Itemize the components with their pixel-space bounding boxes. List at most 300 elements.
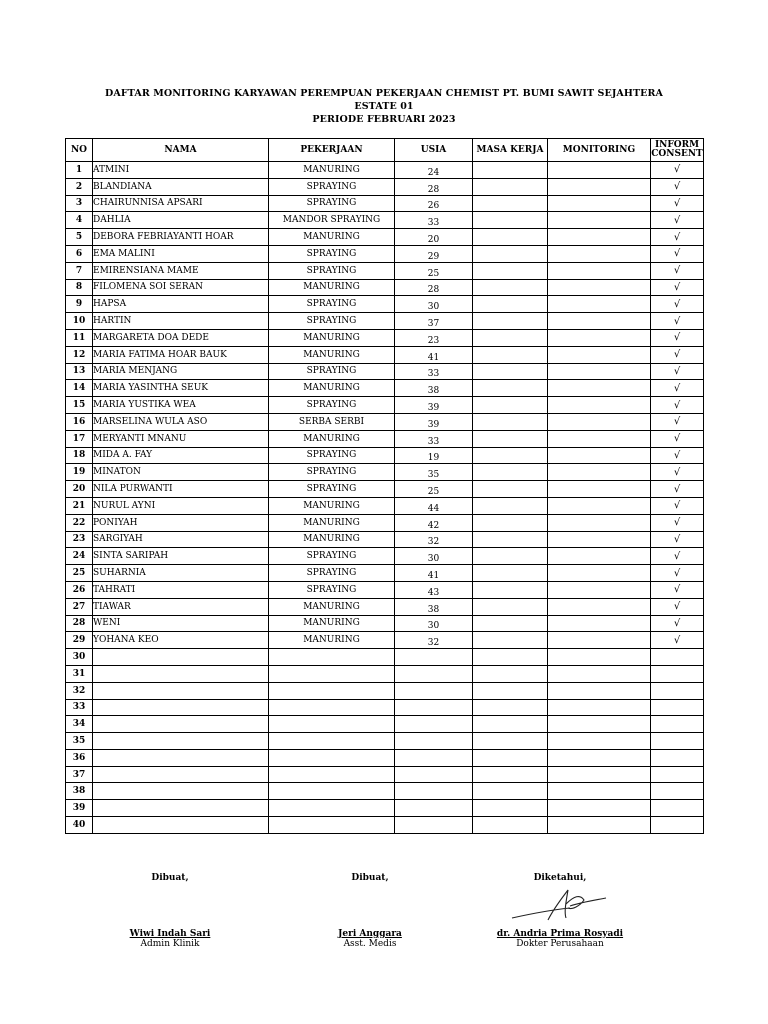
row-no: 4: [66, 212, 93, 229]
row-usia: 38: [395, 380, 473, 397]
table-row: [66, 615, 704, 632]
row-no: 20: [66, 481, 93, 498]
col-header-usia: USIA: [395, 139, 473, 162]
table-row: [66, 296, 704, 313]
row-masa-kerja: [473, 262, 548, 279]
row-inform-consent: √: [651, 481, 704, 498]
row-nama: [93, 649, 269, 666]
row-nama: [93, 817, 269, 834]
row-nama: YOHANA KEO: [93, 632, 269, 649]
row-masa-kerja: [473, 766, 548, 783]
row-inform-consent: √: [651, 447, 704, 464]
row-usia: 25: [395, 262, 473, 279]
row-inform-consent: √: [651, 279, 704, 296]
signature-label: Dibuat,: [151, 873, 189, 883]
table-row: [66, 733, 704, 750]
row-monitoring: [548, 514, 651, 531]
signature-block-dokter: [510, 873, 610, 883]
row-inform-consent: √: [651, 497, 704, 514]
row-pekerjaan: MANURING: [269, 598, 395, 615]
row-no: 40: [66, 817, 93, 834]
col-header-inform-consent: [651, 139, 704, 162]
row-monitoring: [548, 699, 651, 716]
row-nama: MINATON: [93, 464, 269, 481]
table-row: [66, 363, 704, 380]
table-row: [66, 279, 704, 296]
signatory-name: Jeri Anggara: [338, 929, 402, 939]
row-no: 15: [66, 397, 93, 414]
row-no: 11: [66, 329, 93, 346]
row-masa-kerja: [473, 581, 548, 598]
table-row: [66, 632, 704, 649]
row-monitoring: [548, 716, 651, 733]
row-pekerjaan: MANURING: [269, 531, 395, 548]
row-no: 39: [66, 800, 93, 817]
row-monitoring: [548, 497, 651, 514]
row-masa-kerja: [473, 178, 548, 195]
row-usia: 23: [395, 329, 473, 346]
row-masa-kerja: [473, 413, 548, 430]
row-pekerjaan: [269, 716, 395, 733]
row-pekerjaan: MANURING: [269, 497, 395, 514]
row-masa-kerja: [473, 598, 548, 615]
row-usia: 32: [395, 632, 473, 649]
row-masa-kerja: [473, 632, 548, 649]
row-pekerjaan: SPRAYING: [269, 262, 395, 279]
row-monitoring: [548, 531, 651, 548]
table-row: [66, 464, 704, 481]
row-pekerjaan: [269, 783, 395, 800]
row-inform-consent: √: [651, 329, 704, 346]
row-pekerjaan: [269, 817, 395, 834]
table-row: [66, 380, 704, 397]
row-inform-consent: √: [651, 162, 704, 179]
row-monitoring: [548, 413, 651, 430]
table-row: [66, 329, 704, 346]
row-pekerjaan: [269, 800, 395, 817]
table-row: [66, 749, 704, 766]
row-usia: [395, 733, 473, 750]
row-inform-consent: [651, 817, 704, 834]
row-no: 25: [66, 565, 93, 582]
table-row: [66, 262, 704, 279]
row-masa-kerja: [473, 783, 548, 800]
row-masa-kerja: [473, 615, 548, 632]
row-monitoring: [548, 313, 651, 330]
row-nama: ATMINI: [93, 162, 269, 179]
row-nama: SARGIYAH: [93, 531, 269, 548]
row-usia: 28: [395, 178, 473, 195]
row-inform-consent: [651, 699, 704, 716]
signature-name-block-dokter: [490, 929, 630, 949]
row-inform-consent: √: [651, 296, 704, 313]
row-monitoring: [548, 363, 651, 380]
signature-name-block-asst-medis: [310, 929, 430, 949]
row-inform-consent: [651, 749, 704, 766]
row-no: 26: [66, 581, 93, 598]
row-pekerjaan: MANDOR SPRAYING: [269, 212, 395, 229]
row-monitoring: [548, 329, 651, 346]
row-pekerjaan: SPRAYING: [269, 313, 395, 330]
row-masa-kerja: [473, 497, 548, 514]
signature-block-asst-medis: [320, 873, 420, 883]
row-usia: 42: [395, 514, 473, 531]
row-masa-kerja: [473, 514, 548, 531]
row-no: 8: [66, 279, 93, 296]
row-masa-kerja: [473, 195, 548, 212]
row-usia: [395, 665, 473, 682]
table-row: [66, 598, 704, 615]
row-pekerjaan: [269, 766, 395, 783]
document-period: PERIODE FEBRUARI 2023: [312, 114, 456, 125]
handwritten-signature: [510, 884, 610, 926]
row-no: 18: [66, 447, 93, 464]
row-usia: 28: [395, 279, 473, 296]
row-usia: 24: [395, 162, 473, 179]
row-no: 13: [66, 363, 93, 380]
row-usia: 32: [395, 531, 473, 548]
table-row: [66, 682, 704, 699]
row-pekerjaan: SPRAYING: [269, 548, 395, 565]
row-masa-kerja: [473, 531, 548, 548]
row-monitoring: [548, 464, 651, 481]
table-row: [66, 699, 704, 716]
row-masa-kerja: [473, 817, 548, 834]
row-monitoring: [548, 279, 651, 296]
row-pekerjaan: SPRAYING: [269, 581, 395, 598]
row-usia: 30: [395, 615, 473, 632]
row-pekerjaan: SPRAYING: [269, 565, 395, 582]
row-monitoring: [548, 649, 651, 666]
row-nama: MARIA YUSTIKA WEA: [93, 397, 269, 414]
row-nama: MARIA FATIMA HOAR BAUK: [93, 346, 269, 363]
row-masa-kerja: [473, 229, 548, 246]
row-no: 19: [66, 464, 93, 481]
table-row: [66, 514, 704, 531]
row-inform-consent: √: [651, 245, 704, 262]
row-pekerjaan: SPRAYING: [269, 296, 395, 313]
row-nama: [93, 699, 269, 716]
row-monitoring: [548, 245, 651, 262]
row-masa-kerja: [473, 548, 548, 565]
row-monitoring: [548, 766, 651, 783]
row-masa-kerja: [473, 565, 548, 582]
row-usia: 41: [395, 565, 473, 582]
row-no: 14: [66, 380, 93, 397]
row-inform-consent: √: [651, 615, 704, 632]
row-nama: [93, 733, 269, 750]
row-masa-kerja: [473, 329, 548, 346]
row-nama: MARGARETA DOA DEDE: [93, 329, 269, 346]
document-title: DAFTAR MONITORING KARYAWAN PEREMPUAN PEKERJAAN CHEMIST PT. BUMI SAWIT SEJAHTERA: [105, 88, 663, 99]
row-no: 21: [66, 497, 93, 514]
table-row: [66, 245, 704, 262]
row-masa-kerja: [473, 279, 548, 296]
row-masa-kerja: [473, 733, 548, 750]
row-no: 24: [66, 548, 93, 565]
row-usia: 35: [395, 464, 473, 481]
table-row: [66, 581, 704, 598]
row-pekerjaan: MANURING: [269, 329, 395, 346]
row-no: 3: [66, 195, 93, 212]
table-row: [66, 178, 704, 195]
signatory-role: Admin Klinik: [140, 939, 200, 949]
row-pekerjaan: SPRAYING: [269, 397, 395, 414]
table-row: [66, 716, 704, 733]
row-usia: 39: [395, 413, 473, 430]
row-monitoring: [548, 800, 651, 817]
row-pekerjaan: SPRAYING: [269, 447, 395, 464]
row-nama: HAPSA: [93, 296, 269, 313]
signatory-name: dr. Andria Prima Rosyadi: [496, 929, 624, 939]
document-estate: ESTATE 01: [354, 101, 414, 112]
table-row: [66, 783, 704, 800]
row-usia: 33: [395, 212, 473, 229]
row-nama: DEBORA FEBRIAYANTI HOAR: [93, 229, 269, 246]
row-inform-consent: √: [651, 413, 704, 430]
signature-name-block-admin: [110, 929, 230, 949]
row-nama: WENI: [93, 615, 269, 632]
table-row: [66, 212, 704, 229]
row-nama: BLANDIANA: [93, 178, 269, 195]
col-header-no: NO: [66, 139, 93, 162]
row-pekerjaan: [269, 682, 395, 699]
row-usia: [395, 817, 473, 834]
row-monitoring: [548, 212, 651, 229]
row-pekerjaan: SERBA SERBI: [269, 413, 395, 430]
row-monitoring: [548, 615, 651, 632]
row-masa-kerja: [473, 665, 548, 682]
row-no: 31: [66, 665, 93, 682]
row-usia: [395, 783, 473, 800]
row-masa-kerja: [473, 346, 548, 363]
row-nama: MARSELINA WULA ASO: [93, 413, 269, 430]
row-usia: 39: [395, 397, 473, 414]
row-monitoring: [548, 733, 651, 750]
row-inform-consent: √: [651, 464, 704, 481]
row-nama: FILOMENA SOI SERAN: [93, 279, 269, 296]
row-inform-consent: √: [651, 531, 704, 548]
row-inform-consent: √: [651, 363, 704, 380]
row-no: 28: [66, 615, 93, 632]
row-no: 37: [66, 766, 93, 783]
row-usia: 29: [395, 245, 473, 262]
row-nama: TAHRATI: [93, 581, 269, 598]
row-inform-consent: [651, 766, 704, 783]
row-usia: 19: [395, 447, 473, 464]
table-row: [66, 413, 704, 430]
row-masa-kerja: [473, 296, 548, 313]
row-pekerjaan: MANURING: [269, 430, 395, 447]
row-monitoring: [548, 682, 651, 699]
row-no: 22: [66, 514, 93, 531]
row-inform-consent: √: [651, 195, 704, 212]
row-inform-consent: √: [651, 397, 704, 414]
row-nama: MIDA A. FAY: [93, 447, 269, 464]
row-monitoring: [548, 380, 651, 397]
row-pekerjaan: [269, 649, 395, 666]
row-nama: MERYANTI MNANU: [93, 430, 269, 447]
row-usia: 37: [395, 313, 473, 330]
signatory-role: Asst. Medis: [343, 939, 397, 949]
row-pekerjaan: MANURING: [269, 514, 395, 531]
row-nama: DAHLIA: [93, 212, 269, 229]
row-no: 16: [66, 413, 93, 430]
row-monitoring: [548, 178, 651, 195]
row-inform-consent: [651, 682, 704, 699]
row-monitoring: [548, 346, 651, 363]
row-monitoring: [548, 548, 651, 565]
row-usia: 20: [395, 229, 473, 246]
row-no: 33: [66, 699, 93, 716]
row-no: 9: [66, 296, 93, 313]
table-row: [66, 766, 704, 783]
row-masa-kerja: [473, 447, 548, 464]
row-no: 2: [66, 178, 93, 195]
row-nama: MARIA MENJANG: [93, 363, 269, 380]
table-row: [66, 800, 704, 817]
row-monitoring: [548, 632, 651, 649]
row-nama: [93, 682, 269, 699]
row-inform-consent: √: [651, 514, 704, 531]
row-usia: [395, 749, 473, 766]
row-no: 17: [66, 430, 93, 447]
row-inform-consent: √: [651, 581, 704, 598]
row-pekerjaan: MANURING: [269, 615, 395, 632]
table-row: [66, 497, 704, 514]
row-masa-kerja: [473, 682, 548, 699]
row-masa-kerja: [473, 245, 548, 262]
row-pekerjaan: SPRAYING: [269, 195, 395, 212]
row-monitoring: [548, 447, 651, 464]
col-header-monitoring: MONITORING: [548, 139, 651, 162]
row-nama: SUHARNIA: [93, 565, 269, 582]
row-inform-consent: [651, 649, 704, 666]
row-pekerjaan: MANURING: [269, 229, 395, 246]
row-masa-kerja: [473, 430, 548, 447]
row-masa-kerja: [473, 699, 548, 716]
table-row: [66, 665, 704, 682]
row-inform-consent: √: [651, 229, 704, 246]
row-usia: [395, 716, 473, 733]
row-inform-consent: √: [651, 380, 704, 397]
row-pekerjaan: SPRAYING: [269, 464, 395, 481]
row-usia: 30: [395, 548, 473, 565]
row-pekerjaan: SPRAYING: [269, 481, 395, 498]
row-masa-kerja: [473, 212, 548, 229]
table-row: [66, 817, 704, 834]
row-usia: 33: [395, 363, 473, 380]
row-nama: [93, 766, 269, 783]
row-monitoring: [548, 783, 651, 800]
row-no: 23: [66, 531, 93, 548]
row-nama: CHAIRUNNISA APSARI: [93, 195, 269, 212]
row-masa-kerja: [473, 313, 548, 330]
row-nama: SINTA SARIPAH: [93, 548, 269, 565]
row-inform-consent: √: [651, 565, 704, 582]
row-pekerjaan: MANURING: [269, 632, 395, 649]
row-pekerjaan: MANURING: [269, 279, 395, 296]
row-pekerjaan: MANURING: [269, 162, 395, 179]
row-inform-consent: √: [651, 262, 704, 279]
row-monitoring: [548, 565, 651, 582]
col-header-pekerjaan: PEKERJAAN: [269, 139, 395, 162]
row-usia: 41: [395, 346, 473, 363]
row-monitoring: [548, 598, 651, 615]
row-no: 36: [66, 749, 93, 766]
row-masa-kerja: [473, 380, 548, 397]
row-pekerjaan: [269, 665, 395, 682]
row-pekerjaan: SPRAYING: [269, 178, 395, 195]
row-usia: [395, 766, 473, 783]
row-masa-kerja: [473, 481, 548, 498]
row-monitoring: [548, 296, 651, 313]
row-usia: [395, 682, 473, 699]
row-no: 10: [66, 313, 93, 330]
row-no: 30: [66, 649, 93, 666]
row-masa-kerja: [473, 162, 548, 179]
row-usia: 26: [395, 195, 473, 212]
row-monitoring: [548, 262, 651, 279]
row-masa-kerja: [473, 397, 548, 414]
row-no: 35: [66, 733, 93, 750]
row-pekerjaan: SPRAYING: [269, 363, 395, 380]
row-no: 5: [66, 229, 93, 246]
table-row: [66, 313, 704, 330]
row-usia: [395, 699, 473, 716]
row-nama: [93, 749, 269, 766]
row-inform-consent: [651, 665, 704, 682]
table-row: [66, 548, 704, 565]
row-pekerjaan: [269, 749, 395, 766]
row-usia: 44: [395, 497, 473, 514]
row-inform-consent: [651, 800, 704, 817]
row-pekerjaan: [269, 733, 395, 750]
row-masa-kerja: [473, 800, 548, 817]
table-row: [66, 397, 704, 414]
table-header-row: [66, 139, 704, 162]
row-nama: HARTIN: [93, 313, 269, 330]
row-monitoring: [548, 817, 651, 834]
table-row: [66, 162, 704, 179]
row-no: 29: [66, 632, 93, 649]
table-row: [66, 481, 704, 498]
row-monitoring: [548, 162, 651, 179]
row-monitoring: [548, 749, 651, 766]
row-usia: 30: [395, 296, 473, 313]
row-inform-consent: √: [651, 548, 704, 565]
row-usia: 38: [395, 598, 473, 615]
row-no: 27: [66, 598, 93, 615]
row-nama: EMA MALINI: [93, 245, 269, 262]
row-inform-consent: [651, 733, 704, 750]
row-nama: MARIA YASINTHA SEUK: [93, 380, 269, 397]
row-monitoring: [548, 397, 651, 414]
row-no: 6: [66, 245, 93, 262]
row-monitoring: [548, 665, 651, 682]
signature-block-admin: [120, 873, 220, 883]
row-inform-consent: √: [651, 430, 704, 447]
table-row: [66, 430, 704, 447]
table-row: [66, 565, 704, 582]
row-monitoring: [548, 229, 651, 246]
row-no: 34: [66, 716, 93, 733]
row-nama: PONIYAH: [93, 514, 269, 531]
signature-label: Dibuat,: [351, 873, 389, 883]
row-usia: 33: [395, 430, 473, 447]
row-masa-kerja: [473, 749, 548, 766]
row-no: 7: [66, 262, 93, 279]
